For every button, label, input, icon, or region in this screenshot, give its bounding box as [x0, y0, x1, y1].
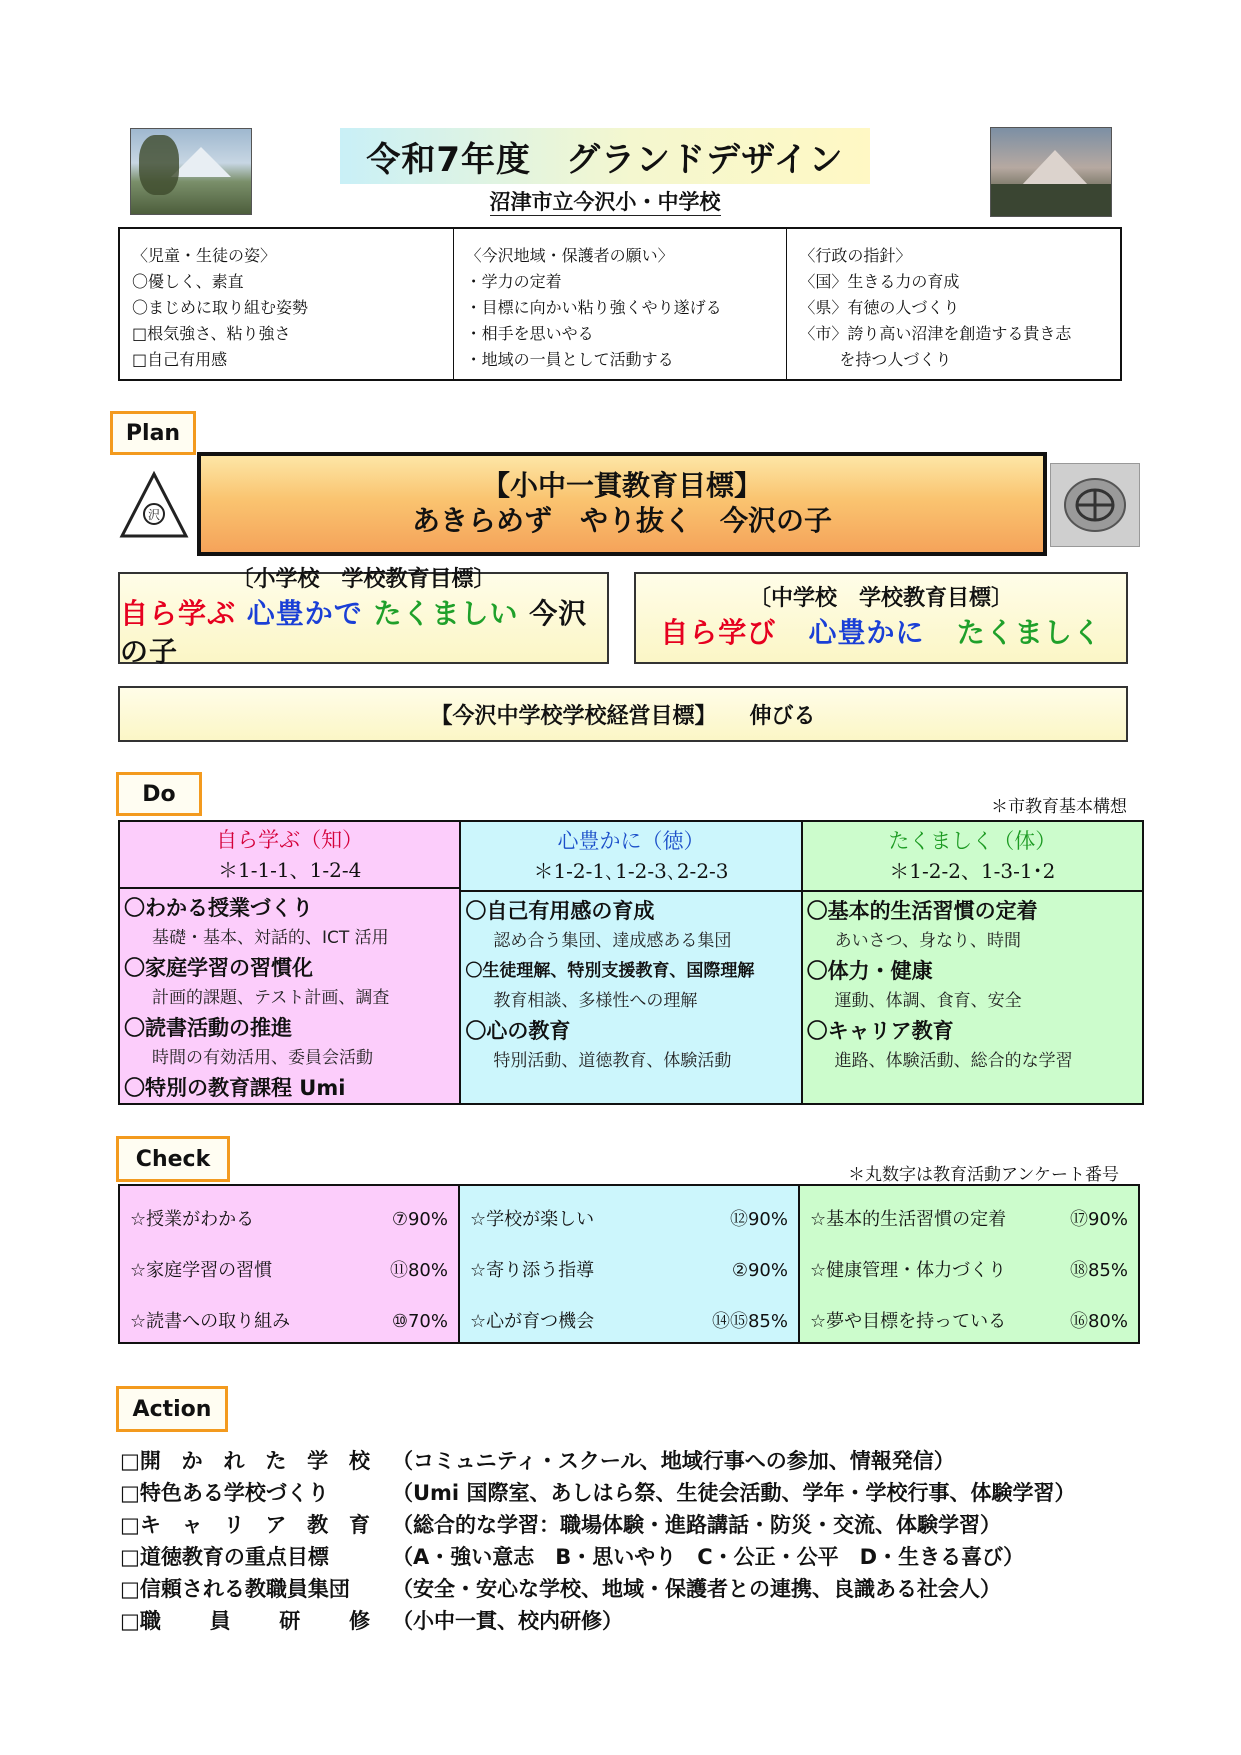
goal-part-heart: 心豊かに [808, 616, 925, 649]
goal-part-strong: たくましい [373, 597, 519, 630]
goal-part-learn: 自ら学ぶ [120, 597, 237, 630]
goal-part-strong: たくましく [956, 616, 1102, 649]
do-item-detail: 基礎・基本、対話的、ICT 活用 [152, 928, 389, 948]
vision-line: を持つ人づくり [839, 350, 952, 369]
vision-line: ・相手を思いやる [465, 324, 594, 343]
do-note: ＊市教育基本構想 [991, 797, 1127, 817]
do-item-detail: あいさつ、身なり、時間 [834, 931, 1021, 951]
action-label-char: 育 [348, 1513, 370, 1537]
action-label-char: か [181, 1449, 203, 1473]
tree-shape [139, 135, 179, 195]
check-table [118, 1184, 1140, 1344]
do-item: 〇生徒理解、特別支援教育、国際理解 [465, 961, 755, 981]
do-item: 〇わかる授業づくり [124, 896, 313, 920]
vision-line: 〈児童・生徒の姿〉 [132, 246, 277, 265]
check-row [470, 1245, 788, 1296]
mountain-shape [1021, 150, 1089, 186]
action-label-char: ア [265, 1513, 287, 1537]
action-label-char: 学 [307, 1449, 329, 1473]
action-label-char: 研 [279, 1609, 301, 1633]
check-row [470, 1296, 788, 1347]
vision-line: 〈市〉誇り高い沼津を創造する貴き志 [799, 324, 1072, 343]
vision-line: ・学力の定着 [465, 272, 562, 291]
do-item: 〇キャリア教育 [806, 1019, 954, 1043]
vision-line: 〈今沢地域・保護者の願い〉 [465, 246, 674, 265]
action-desc: （小中一貫、校内研修） [392, 1609, 623, 1633]
check-label: ☆寄り添う指導 [470, 1260, 595, 1281]
action-row [120, 1477, 1130, 1509]
management-goal-box [118, 686, 1128, 742]
check-label: ☆家庭学習の習慣 [130, 1260, 273, 1281]
title-band [340, 128, 870, 184]
do-column-body [803, 892, 1142, 1103]
school-emblem-left [118, 470, 190, 542]
check-label: ☆授業がわかる [130, 1209, 255, 1230]
check-label: ☆心が育つ機会 [470, 1311, 595, 1332]
elementary-goal-text [120, 595, 607, 671]
action-label [120, 1445, 370, 1477]
check-value: ⑱85% [1069, 1260, 1128, 1281]
action-label-char: □職 [120, 1609, 161, 1633]
vision-line: 〇優しく、素直 [132, 272, 244, 291]
action-row [120, 1445, 1130, 1477]
vision-line: 〈県〉有徳の人づくり [799, 298, 960, 317]
check-row [130, 1245, 448, 1296]
action-label-char: □キ [120, 1513, 161, 1537]
check-label: ☆健康管理・体力づくり [810, 1260, 1007, 1281]
vision-col-policy [787, 229, 1120, 379]
action-label [120, 1541, 370, 1573]
check-label: ☆読書への取り組み [130, 1311, 291, 1332]
vision-line: 〈国〉生きる力の育成 [799, 272, 960, 291]
page-title: 令和7年度 グランドデザイン [366, 139, 844, 180]
action-row [120, 1541, 1130, 1573]
do-item: 〇読書活動の推進 [124, 1016, 292, 1040]
do-column-header [461, 822, 800, 892]
action-label-char: 教 [307, 1513, 329, 1537]
emblem-icon [118, 470, 190, 542]
vision-box [118, 227, 1122, 381]
vision-line: ・目標に向かい粘り強くやり遂げる [465, 298, 722, 317]
vision-col-community [454, 229, 788, 379]
school-name-text: 沼津市立今沢小・中学校 [489, 190, 721, 214]
action-desc: （安全・安心な学校、地域・保護者との連携、良識ある社会人） [392, 1577, 1001, 1601]
do-column-body [120, 889, 459, 1103]
elementary-goal-heading: 〔小学校 学校教育目標〕 [231, 567, 496, 592]
check-label: ☆夢や目標を持っている [810, 1311, 1007, 1332]
do-column-header [120, 822, 459, 889]
vision-line: 〇まじめに取り組む姿勢 [132, 298, 309, 317]
landscape-photo-left [130, 128, 252, 215]
management-goal-text: 【今沢中学校学校経営目標】 伸びる [430, 703, 816, 729]
do-item-detail: 計画的課題、テスト計画、調査 [152, 988, 390, 1008]
action-list [120, 1445, 1130, 1637]
action-desc: （総合的な学習：職場体験・進路講話・防災・交流、体験学習） [392, 1513, 1001, 1537]
crest-icon [1060, 473, 1130, 537]
action-label-char: 校 [348, 1449, 370, 1473]
elementary-goal-box [118, 567, 609, 668]
check-note: ＊丸数字は教育活動アンケート番号 [848, 1165, 1119, 1185]
do-item-detail: 特別活動、道徳教育、体験活動 [493, 1051, 732, 1071]
check-tag: Check [116, 1136, 230, 1182]
do-item-detail: 教育相談、多様性への理解 [493, 991, 698, 1011]
action-label-char: ャ [181, 1513, 203, 1537]
do-item-detail: 進路、体験活動、総合的な学習 [834, 1051, 1073, 1071]
check-label: ☆基本的生活習慣の定着 [810, 1209, 1007, 1230]
action-row [120, 1509, 1130, 1541]
do-column-title: 自ら学ぶ（知） [216, 827, 364, 852]
school-emblem-right [1050, 463, 1140, 547]
do-column-body [461, 892, 800, 1103]
action-desc: （A・強い意志 B・思いやり C・公正・公平 D・生きる喜び） [392, 1545, 1025, 1569]
do-item: 〇家庭学習の習慣化 [124, 956, 313, 980]
action-row [120, 1605, 1130, 1637]
check-row [810, 1245, 1128, 1296]
integrated-goal-text: あきらめず やり抜く 今沢の子 [411, 504, 832, 537]
vision-line: □自己有用感 [132, 350, 228, 369]
goal-part-child: 今沢の子 [120, 597, 588, 668]
do-tag: Do [116, 772, 202, 816]
vision-line: ・地域の一員として活動する [465, 350, 674, 369]
check-row [130, 1296, 448, 1347]
do-column-virtue [461, 822, 802, 1103]
vision-line: 〈行政の指針〉 [799, 246, 912, 265]
integrated-goal-box [197, 452, 1047, 556]
action-desc: （コミュニティ・スクール、地域行事への参加、情報発信） [392, 1449, 955, 1473]
action-label-char: た [265, 1449, 287, 1473]
check-row [470, 1194, 788, 1245]
goal-part-learn: 自ら学び [660, 616, 777, 649]
do-table [118, 820, 1144, 1105]
junior-high-goal-box [634, 572, 1128, 664]
vision-col-students [120, 229, 454, 379]
check-value: ⑫90% [729, 1209, 788, 1230]
action-label [120, 1573, 370, 1605]
plan-tag: Plan [110, 411, 196, 455]
svg-text:沢: 沢 [147, 508, 161, 522]
do-item: 〇心の教育 [465, 1019, 571, 1043]
action-tag: Action [116, 1386, 228, 1432]
do-item-detail: 時間の有効活用、委員会活動 [152, 1048, 373, 1068]
do-column-ref: ＊1-2-1､1-2-3､2-2-3 [533, 859, 729, 883]
action-label [120, 1605, 370, 1637]
check-value: ⑰90% [1069, 1209, 1128, 1230]
action-label [120, 1509, 370, 1541]
check-value: ⑩70% [391, 1311, 448, 1332]
check-value: ⑦90% [391, 1209, 448, 1230]
action-label-char: れ [223, 1449, 245, 1473]
check-value: ②90% [731, 1260, 788, 1281]
do-column-body-health [803, 822, 1142, 1103]
action-label-char: 員 [209, 1609, 231, 1633]
do-item: 〇特別の教育課程 Umi [124, 1076, 346, 1100]
school-name [340, 186, 870, 216]
action-label-char: 修 [349, 1609, 370, 1633]
goal-part-heart: 心豊かで [246, 597, 363, 630]
do-item: 〇基本的生活習慣の定着 [806, 899, 1038, 923]
mountain-shape [171, 147, 231, 177]
check-value: ⑪80% [389, 1260, 448, 1281]
check-row [130, 1194, 448, 1245]
do-item: 〇自己有用感の育成 [465, 899, 655, 923]
do-column-ref: ＊1-1-1、1-2-4 [217, 857, 362, 882]
check-label: ☆学校が楽しい [470, 1209, 595, 1230]
check-row [810, 1194, 1128, 1245]
action-label-char: □信頼される教職員集団 [120, 1577, 350, 1601]
foreground-shape [991, 184, 1111, 216]
do-item: 〇体力・健康 [806, 959, 933, 983]
check-value: ⑯80% [1069, 1311, 1128, 1332]
action-label-char: リ [223, 1513, 245, 1537]
action-row [120, 1573, 1130, 1605]
do-item-detail: 認め合う集団、達成感ある集団 [493, 931, 732, 951]
action-label-char: □道徳教育の重点目標 [120, 1545, 329, 1569]
junior-high-goal-heading: 〔中学校 学校教育目標〕 [748, 586, 1013, 611]
action-label-char: □開 [120, 1449, 161, 1473]
action-label-char: □特色ある学校づくり [120, 1481, 329, 1505]
do-item-detail: 運動、体調、食育、安全 [834, 991, 1022, 1011]
check-value: ⑭⑮85% [711, 1311, 788, 1332]
do-column-knowledge [120, 822, 461, 1103]
check-column-virtue [460, 1186, 800, 1342]
do-column-ref: ＊1-2-2、1-3-1･2 [889, 859, 1056, 883]
integrated-goal-heading: 【小中一貫教育目標】 [481, 469, 762, 502]
check-column-body-health [800, 1186, 1138, 1342]
action-desc: （Umi 国際室、あしはら祭、生徒会活動、学年・学校行事、体験学習） [392, 1481, 1076, 1505]
check-row [810, 1296, 1128, 1347]
action-label [120, 1477, 370, 1509]
check-column-knowledge [120, 1186, 460, 1342]
landscape-photo-right [990, 127, 1112, 217]
do-column-title: たくましく（体） [888, 829, 1057, 853]
do-column-title: 心豊かに（徳） [557, 829, 705, 853]
do-column-header [803, 822, 1142, 892]
vision-line: □根気強さ、粘り強さ [132, 324, 291, 343]
junior-high-goal-text [660, 614, 1102, 652]
